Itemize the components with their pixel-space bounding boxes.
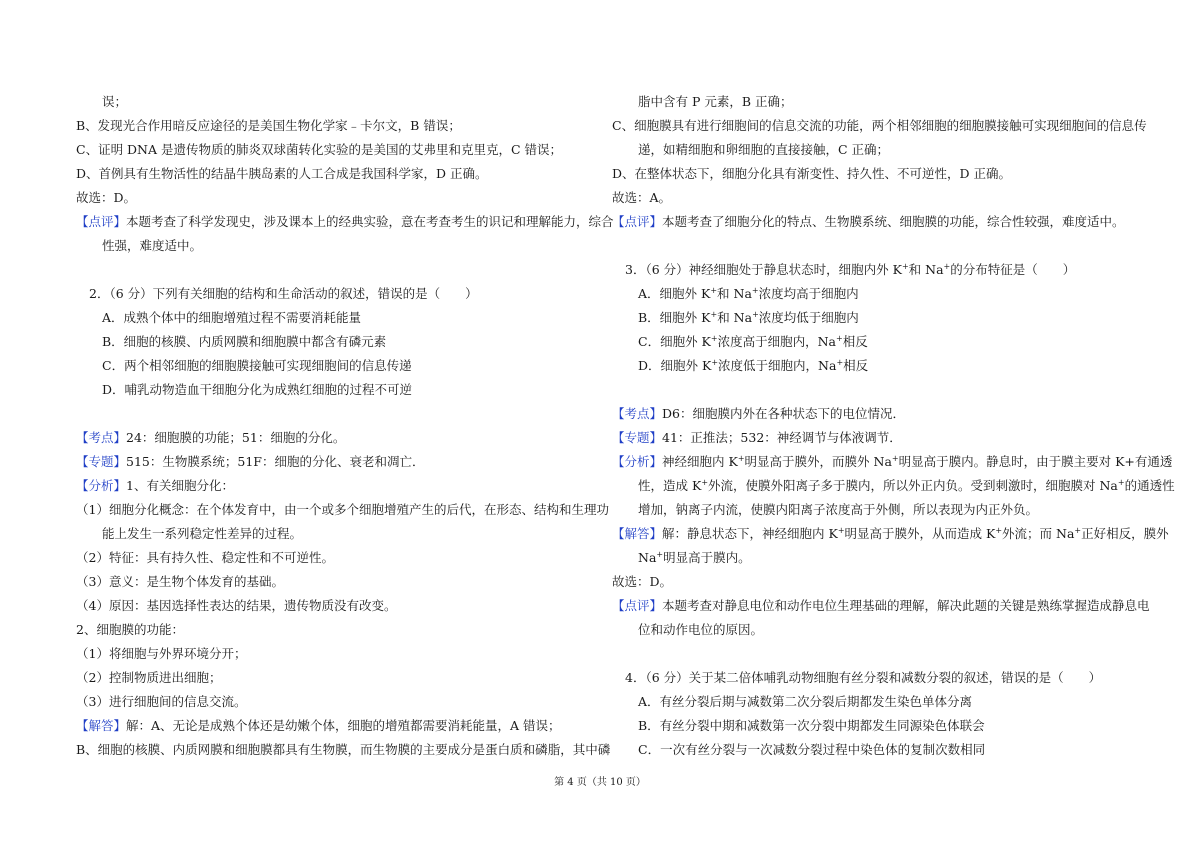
superscript-plus: + [995,525,1003,535]
option-part: 和 Na [717,310,753,325]
review-text: 本题考查了细胞分化的特点、生物膜系统、细胞膜的功能，综合性较强，难度适中。 [662,214,1125,229]
text-line: （3）进行细胞间的信息交流。 [76,694,247,709]
option-part: B．细胞外 K [638,310,711,325]
superscript-plus: + [837,525,845,535]
option-part: 浓度均低于细胞内 [758,310,859,325]
text-line: （2）控制物质进出细胞； [76,670,222,685]
page-footer: 第 4 页（共 10 页） [554,777,646,788]
text-line: 故选：D。 [76,190,137,205]
kaodian-text: D6：细胞膜内外在各种状态下的电位情况． [662,406,905,421]
option-part: 浓度低于细胞内，Na [718,358,837,373]
text-line: B、细胞的核膜、内质网膜和细胞膜都具有生物膜，而生物膜的主要成分是蛋白质和磷脂，其中磷 [76,742,611,757]
superscript-plus: + [901,261,909,271]
option-part: 浓度高于细胞内，Na [717,334,836,349]
jieda-text: 解：A、无论是成熟个体还是幼嫩个体，细胞的增殖都需要消耗能量，A 错误； [126,718,561,733]
text-line: 能上发生一系列稳定性差异的过程。 [102,526,303,541]
question-3-option-a [612,282,1140,306]
right-column [612,90,1175,762]
fenxi-text: 明显高于膜内。静息时，由于膜主要对 K+有通透 [898,454,1173,469]
zhuanti-text: 41：正推法；532：神经调节与体液调节． [662,430,902,445]
zhuanti-line [612,426,1140,450]
text-line: 增加，钠离子内流，使膜内阳离子浓度高于外侧，所以表现为内正外负。 [638,502,1039,517]
jieda-text: 解：静息状态下，神经细胞内 K [662,526,838,541]
spacer [612,378,1140,402]
text-line: （2）特征：具有持久性、稳定性和不可逆性。 [76,550,334,565]
superscript-plus: + [711,357,719,367]
q3-stem-part: 3．（6 分）神经细胞处于静息状态时，细胞内外 K [625,262,902,277]
superscript-plus: + [751,285,759,295]
text-line: C、细胞膜具有进行细胞间的信息交流的功能，两个相邻细胞的细胞膜接触可实现细胞间的信息传 [612,118,1147,133]
option-part: A．细胞外 K [638,286,711,301]
text-line: 误； [102,94,128,109]
text-line: 故选：A。 [612,190,672,205]
superscript-plus: + [710,309,718,319]
text-line: B、发现光合作用暗反应途径的是美国生物化学家﹣卡尔文，B 错误； [76,118,461,133]
jieda-text: Na [638,550,657,565]
zhuanti-tag: 【专题】 [612,430,663,445]
question-4-option-b: B．有丝分裂中期和减数第一次分裂中期都发生同源染色体联会 [638,718,985,733]
option-part: 相反 [843,358,869,373]
text-line: 故选：D。 [612,574,673,589]
jieda-text: 明显高于膜外，从而造成 K [844,526,996,541]
q3-stem-part: 和 Na [908,262,944,277]
spacer [612,642,1140,666]
text-line: 递，如精细胞和卵细胞的直接接触，C 正确； [638,142,890,157]
zhuanti-text: 515：生物膜系统；51F：细胞的分化、衰老和凋亡． [126,454,425,469]
superscript-plus: + [752,309,759,319]
text-line: 性强，难度适中。 [102,238,203,253]
text-line: C、证明 DNA 是遗传物质的肺炎双球菌转化实验的是美国的艾弗里和克里克，C 错误； [76,142,563,157]
text-line: 脂中含有 P 元素，B 正确； [638,94,793,109]
question-2-stem: 2．（6 分）下列有关细胞的结构和生命活动的叙述，错误的是（ ） [89,286,478,301]
kaodian-line [612,402,1140,426]
question-2-option-d: D．哺乳动物造血干细胞分化为成熟红细胞的过程不可逆 [102,382,413,397]
question-2-option-c: C．两个相邻细胞的细胞膜接触可实现细胞间的信息传递 [102,358,412,373]
zhuanti-line [76,450,604,474]
review-tag: 【点评】 [612,598,663,613]
superscript-plus: + [656,549,664,559]
question-3-option-c [612,330,1140,354]
kaodian-line [76,426,604,450]
fenxi-text: 性，造成 K [638,478,702,493]
review-line [612,594,1150,618]
review-text: 本题考查对静息电位和动作电位生理基础的理解，解决此题的关键是熟练掌握造成静息电 [662,598,1150,613]
question-4-option-a: A．有丝分裂后期与减数第二次分裂后期都发生染色单体分离 [638,694,973,709]
q3-stem-part: 的分布特征是（ ） [950,262,1076,277]
review-tag: 【点评】 [76,214,127,229]
text-line: （3）意义：是生物个体发育的基础。 [76,574,284,589]
fenxi-text: 的通透性 [1124,478,1175,493]
text-line [612,546,1140,570]
jieda-text: 明显高于膜内。 [663,550,751,565]
spacer [76,258,604,282]
superscript-plus: + [835,333,843,343]
jieda-tag: 【解答】 [612,526,663,541]
option-part: 和 Na [717,286,752,301]
kaodian-tag: 【考点】 [612,406,663,421]
left-column [76,90,614,762]
superscript-plus: + [710,285,718,295]
text-line: D、首例具有生物活性的结晶牛胰岛素的人工合成是我国科学家，D 正确。 [76,166,488,181]
kaodian-tag: 【考点】 [76,430,127,445]
superscript-plus: + [836,357,844,367]
kaodian-text: 24：细胞膜的功能；51：细胞的分化。 [126,430,346,445]
fenxi-text: 外流，使膜外阳离子多于膜内，所以外正内负。受到刺激时，细胞膜对 Na [708,478,1118,493]
option-part: 浓度均高于细胞内 [758,286,859,301]
fenxi-tag: 【分析】 [76,478,127,493]
review-tag: 【点评】 [612,214,663,229]
text-line: D、在整体状态下，细胞分化具有渐变性、持久性、不可逆性，D 正确。 [612,166,1012,181]
jieda-line [76,714,604,738]
fenxi-tag: 【分析】 [612,454,663,469]
superscript-plus: + [943,261,951,271]
jieda-tag: 【解答】 [76,718,127,733]
fenxi-line [76,474,604,498]
fenxi-text: 神经细胞内 K [662,454,738,469]
question-3-option-b [612,306,1140,330]
option-part: C．细胞外 K [638,334,711,349]
text-line: （1）将细胞与外界环境分开； [76,646,247,661]
text-line [612,474,1175,498]
jieda-text: 外流；而 Na [1002,526,1075,541]
superscript-plus: + [1117,477,1125,487]
text-line: （4）原因：基因选择性表达的结果，遗传物质没有改变。 [76,598,397,613]
question-4-stem: 4．（6 分）关于某二倍体哺乳动物细胞有丝分裂和减数分裂的叙述，错误的是（ ） [625,670,1102,685]
question-2-option-b: B．细胞的核膜、内质网膜和细胞膜中都含有磷元素 [102,334,387,349]
zhuanti-tag: 【专题】 [76,454,127,469]
fenxi-line [612,450,1173,474]
text-line: （1）细胞分化概念：在个体发育中，由一个或多个细胞增殖产生的后代，在形态、结构和生理功 [76,502,609,517]
question-2-option-a: A．成熟个体中的细胞增殖过程不需要消耗能量 [102,310,362,325]
jieda-text: 正好相反，膜外 [1081,526,1169,541]
question-4-option-c: C．一次有丝分裂与一次减数分裂过程中染色体的复制次数相同 [638,742,986,757]
review-line [76,210,614,234]
text-line: 2、细胞膜的功能： [76,622,184,637]
jieda-line [612,522,1169,546]
question-3-stem [612,258,1140,282]
option-part: 相反 [842,334,868,349]
superscript-plus: + [710,333,718,343]
spacer [76,402,604,426]
question-3-option-d [612,354,1140,378]
review-text: 本题考查了科学发现史，涉及课本上的经典实验，意在考查考生的识记和理解能力，综合 [126,214,614,229]
fenxi-text: 明显高于膜外，而膜外 Na [744,454,892,469]
review-line [612,210,1140,234]
superscript-plus: + [1074,525,1082,535]
text-line: 位和动作电位的原因。 [638,622,764,637]
fenxi-text: 1、有关细胞分化： [126,478,234,493]
spacer [612,234,1140,258]
superscript-plus: + [701,477,709,487]
option-part: D．细胞外 K [638,358,712,373]
superscript-plus: + [891,453,899,463]
superscript-plus: + [737,453,745,463]
